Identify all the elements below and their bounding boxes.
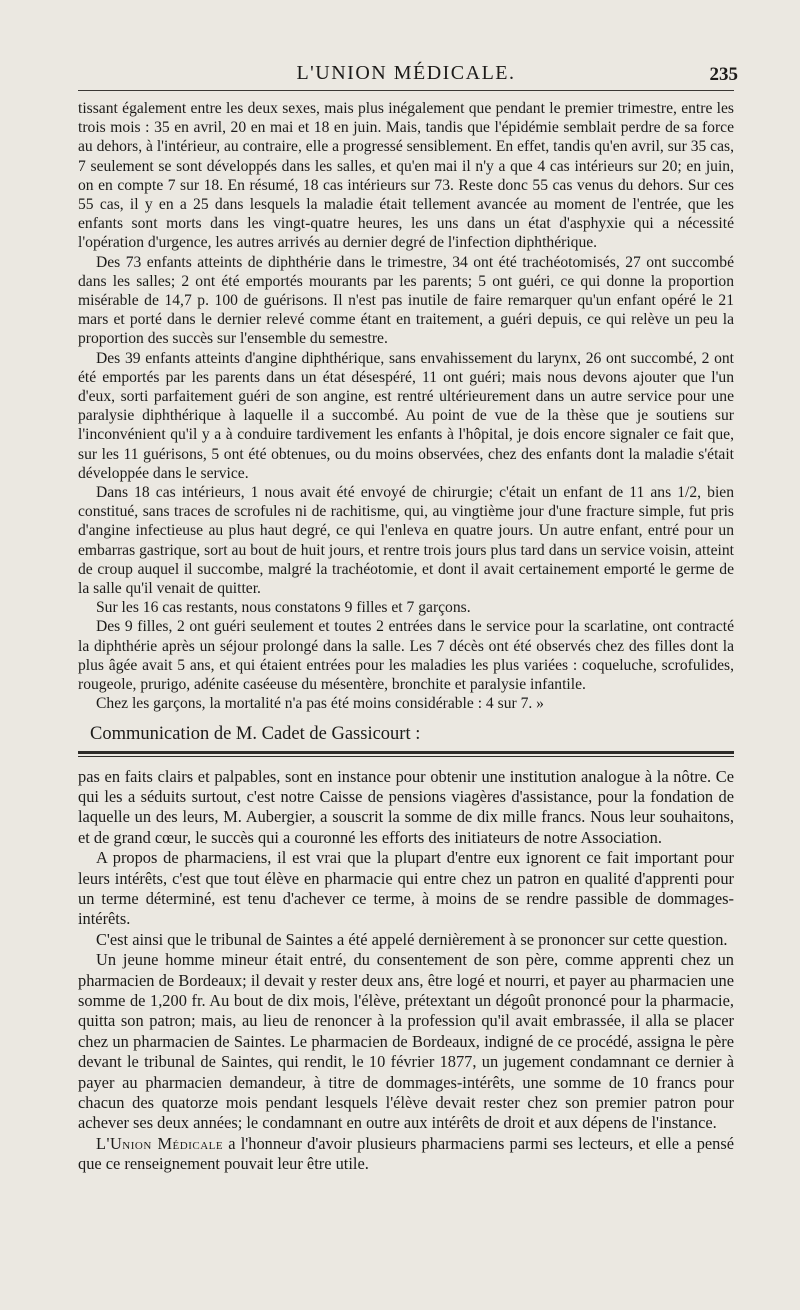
section-divider <box>78 751 734 757</box>
paragraph: Dans 18 cas intérieurs, 1 nous avait été envoyé de chirurgie; c'était un enfant de 11 ans 1/2, bien constitué, sans traces de scrofules ni de rachitisme, qui, au vingtième jour d'une fracture simple, fut pris d'angine infectieuse au plus haut degré, ce qui l'enleva en quatre jours. Un autre enfant, entré pour un embarras gastrique, sort au bout de huit jours, et rentre trois jours plus tard dans un service voisin, atteint de croup auquel il succombe, malgré la trachéotomie, et dont il avait certainement emporté le germe de la salle qu'il venait de quitter. <box>78 484 734 598</box>
paragraph: Des 9 filles, 2 ont guéri seulement et toutes 2 entrées dans le service pour la scarlatine, ont contracté la diphthérie après un séjour prolongé dans la salle. Les 7 décès ont été observés chez des filles dont la plus âgée avait 5 ans, et qui étaient entrées pour les maladies les plus variées : coqueluche, scrofulides, rougeole, prurigo, adénite caséeuse du mésentère, bronchite et paralysie infantile. <box>78 618 734 694</box>
journal-title: L'UNION MÉDICALE. <box>296 62 516 84</box>
paragraph: C'est ainsi que le tribunal de Saintes a été appelé dernièrement à se prononcer sur cette question. <box>96 929 728 949</box>
feuilleton-text <box>78 767 734 1175</box>
journal-name: L'Union Médicale <box>96 1133 224 1153</box>
section-heading: Communication de M. Cadet de Gassicourt : <box>90 723 421 744</box>
closing-paragraph <box>78 1134 734 1175</box>
quoted-report <box>78 99 734 714</box>
paragraph: Des 39 enfants atteints d'angine diphthérique, sans envahissement du larynx, 26 ont succombé, 2 ont été emportés par les parents dans un état désespéré, 11 ont guéri; mais nous devons ajouter que l'un d'eux, sorti parfaitement guéri de son angine, est rentré ultérieurement dans un autre service pour une paralysie diphthérique à laquelle il a succombé. Au point de vue de la thèse que je soutiens sur l'inconvénient qu'il y a à conduire tardivement les enfants à l'hôpital, je dois encore signaler ce fait que, sur les 11 guérisons, 5 ont été obtenues, ou du moins observées, chez des enfants dont la maladie s'était développée dans le service. <box>78 349 734 482</box>
paragraph: tissant également entre les deux sexes, mais plus inégalement que pendant le premier trimestre, entre les trois mois : 35 en avril, 20 en mai et 18 en juin. Mais, tandis que l'épidémie semblait perdre de sa force au dehors, à l'intérieur, au contraire, elle a progressé sensiblement. En effet, tandis qu'en avril, sur 35 cas, 7 seulement se sont développés dans les salles, et qu'en mai il n'y a que 4 cas intérieurs sur 20; en juin, on en compte 7 sur 18. En résumé, 18 cas intérieurs sur 73. Reste donc 55 cas venus du dehors. Sur ces 55 cas, il y en a 25 dans lesquels la maladie était tellement avancée au moment de l'entrée, que les enfants sont morts dans les vingt-quatre heures, les uns dans un état d'asphyxie qui a nécessité l'opération d'urgence, les autres arrivés au dernier degré de l'infection diphthérique. <box>78 100 734 252</box>
paragraph: pas en faits clairs et palpables, sont en instance pour obtenir une institution analogue à la nôtre. Ce qui les a séduits surtout, c'est notre Caisse de pensions viagères d'assistance, pour la fondation de laquelle un des leurs, M. Aubergier, a souscrit la somme de dix mille francs. Nous leur souhaitons, et de grand cœur, le succès qui a couronné les efforts des initiateurs de notre Association. <box>78 766 734 847</box>
running-head <box>78 50 738 86</box>
page-number: 235 <box>709 64 738 85</box>
paragraph: Des 73 enfants atteints de diphthérie dans le trimestre, 34 ont été trachéotomisés, 27 ont succombé dans les salles; 2 ont été emportés mourants par les parents; 5 ont guéri, ce qui donne la proportion misérable de 14,7 p. 100 de guérisons. Il n'est pas inutile de faire remarquer qu'un enfant opéré le 21 mars et porté dans le dernier relevé comme étant en traitement, a guéri depuis, ce qui relève un peu la proportion des succès sur l'ensemble du semestre. <box>78 253 734 348</box>
paragraph: A propos de pharmaciens, il est vrai que la plupart d'entre eux ignorent ce fait important pour leurs intérêts, c'est que tout élève en pharmacie qui entre chez un patron en qualité d'apprenti pour un terme déterminé, est tenu d'achever ce terme, à moins de se rendre passible de dommages-intérêts. <box>78 848 734 929</box>
header-rule <box>78 90 734 91</box>
paragraph: Un jeune homme mineur était entré, du consentement de son père, comme apprenti chez un pharmacien de Bordeaux; il devait y rester deux ans, être logé et nourri, et payer au pharmacien une somme de 1,200 fr. Au bout de dix mois, l'élève, prétextant un dégoût prononcé pour la pharmacie, quitta son patron; mais, au lieu de renoncer à la profession qu'il avait embrassée, il alla se placer chez un pharmacien de Saintes. Le pharmacien de Bordeaux, indigné de ce procédé, assigna le père devant le tribunal de Saintes, qui rendit, le 10 février 1877, un jugement condamnant ce dernier à payer au pharmacien demandeur, à titre de dommages-intérêts, une somme de 10 francs pour chacun des quatorze mois pendant lesquels l'élève devait rester chez son premier patron pour achever ses deux années; le condamnant en outre aux intérêts de droit et aux dépens de l'instance. <box>78 950 734 1133</box>
closing-text: a l'honneur d'avoir plusieurs pharmaciens parmi ses lecteurs, et elle a pensé que ce renseignement pouvait leur être utile. <box>78 1133 735 1174</box>
paragraph: Chez les garçons, la mortalité n'a pas été moins considérable : 4 sur 7. » <box>96 695 544 713</box>
paragraph: Sur les 16 cas restants, nous constatons 9 filles et 7 garçons. <box>96 599 471 617</box>
